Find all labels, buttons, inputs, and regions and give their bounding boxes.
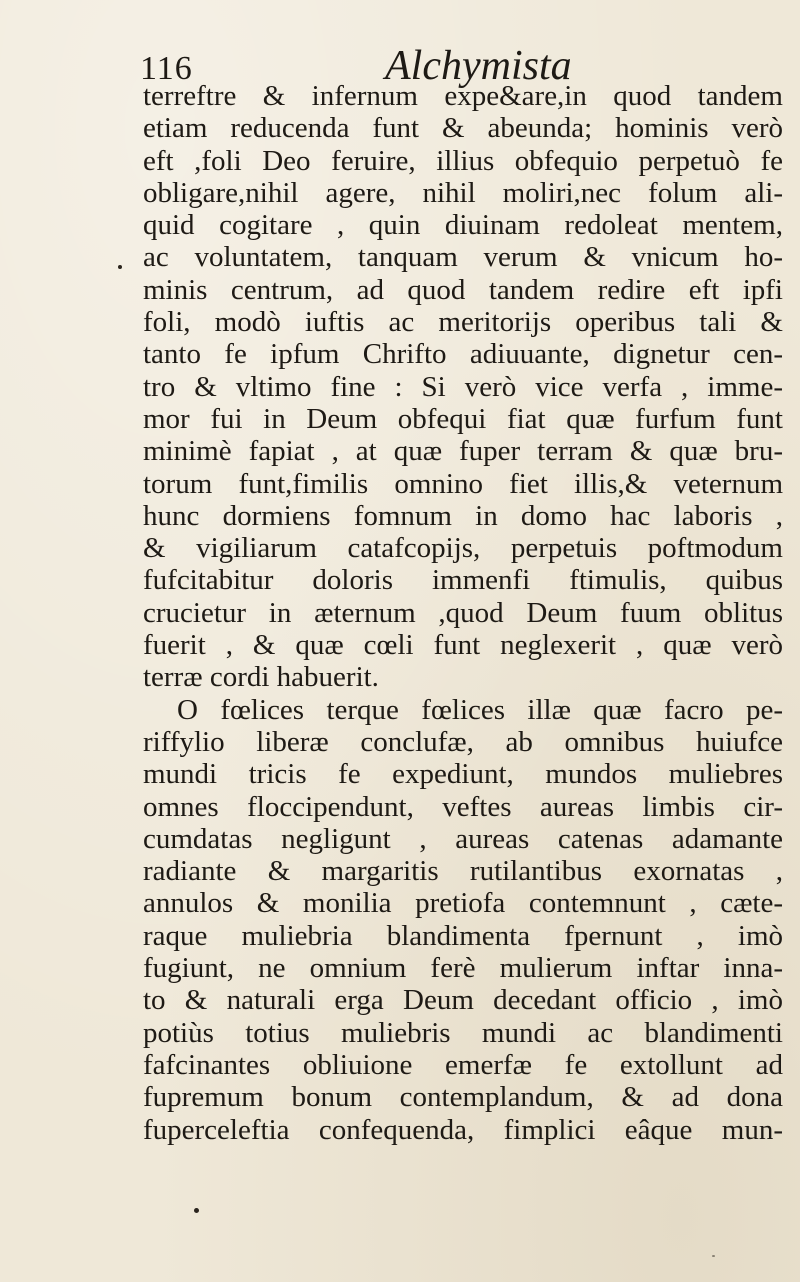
ink-speck <box>118 265 122 269</box>
text-line: minimè fapiat , at quæ fuper terram & quæ bru- <box>143 435 783 468</box>
text-line: annulos & monilia pretiofa contemnunt , cæte- <box>143 887 783 920</box>
text-line: hunc dormiens fomnum in domo hac laboris , <box>143 499 783 532</box>
text-line: omnes floccipendunt, veftes aureas limbis cir- <box>143 790 783 823</box>
ink-speck <box>712 1255 715 1257</box>
text-line: ac voluntatem, tanquam verum & vnicum ho- <box>143 241 783 274</box>
body-text <box>143 80 783 1146</box>
text-line: fuperceleftia confequenda, fimplici eâque mun- <box>143 1113 783 1146</box>
text-line: fugiunt, ne omnium ferè mulierum inftar inna- <box>143 952 783 985</box>
text-line: terreftre & infernum expe&are,in quod tandem <box>143 80 783 112</box>
text-line: foli, modò iuftis ac meritorijs operibus tali & <box>143 306 783 339</box>
text-line: terræ cordi habuerit. <box>143 661 379 694</box>
text-line: tanto fe ipfum Chrifto adiuuante, dignetur cen- <box>143 338 783 371</box>
text-line: fufcitabitur doloris immenfi ftimulis, quibus <box>143 564 783 597</box>
text-line: fuerit , & quæ cœli funt neglexerit , quæ verò <box>143 629 783 662</box>
text-line: raque muliebria blandimenta fpernunt , imò <box>143 919 783 952</box>
ink-speck <box>194 1208 199 1213</box>
text-line: tro & vltimo fine : Si verò vice verfa , imme- <box>143 370 783 403</box>
text-line: to & naturali erga Deum decedant officio , imò <box>143 984 783 1017</box>
text-line: eft ,foli Deo feruire, illius obfequio perpetuò fe <box>143 144 783 177</box>
text-line: radiante & margaritis rutilantibus exornatas , <box>143 855 783 888</box>
running-head: Alchymista <box>385 43 572 89</box>
text-line: fafcinantes obliuione emerfæ fe extollunt ad <box>143 1048 783 1081</box>
text-line: cumdatas negligunt , aureas catenas adamante <box>143 822 783 855</box>
text-line: quid cogitare , quin diuinam redoleat mentem, <box>143 209 783 242</box>
text-line: obligare,nihil agere, nihil moliri,nec folum ali- <box>143 176 783 209</box>
text-line: potiùs totius muliebris mundi ac blandimenti <box>143 1016 783 1049</box>
page-number: 116 <box>140 50 193 87</box>
text-line: & vigiliarum catafcopijs, perpetuis poftmodum <box>143 532 783 565</box>
text-line: crucietur in æternum ,quod Deum fuum oblitus <box>143 596 783 629</box>
text-line: torum funt,fimilis omnino fiet illis,& veternum <box>143 467 783 500</box>
text-line: fupremum bonum contemplandum, & ad dona <box>143 1081 783 1114</box>
text-line: mundi tricis fe expediunt, mundos muliebres <box>143 758 783 791</box>
text-line: riffylio liberæ conclufæ, ab omnibus huiufce <box>143 725 783 758</box>
text-line: mor fui in Deum obfequi fiat quæ furfum funt <box>143 402 783 435</box>
text-line: minis centrum, ad quod tandem redire eft ipfi <box>143 273 783 306</box>
text-line: etiam reducenda funt & abeunda; hominis verò <box>143 112 783 145</box>
text-line: O fœlices terque fœlices illæ quæ facro pe- <box>177 693 783 726</box>
